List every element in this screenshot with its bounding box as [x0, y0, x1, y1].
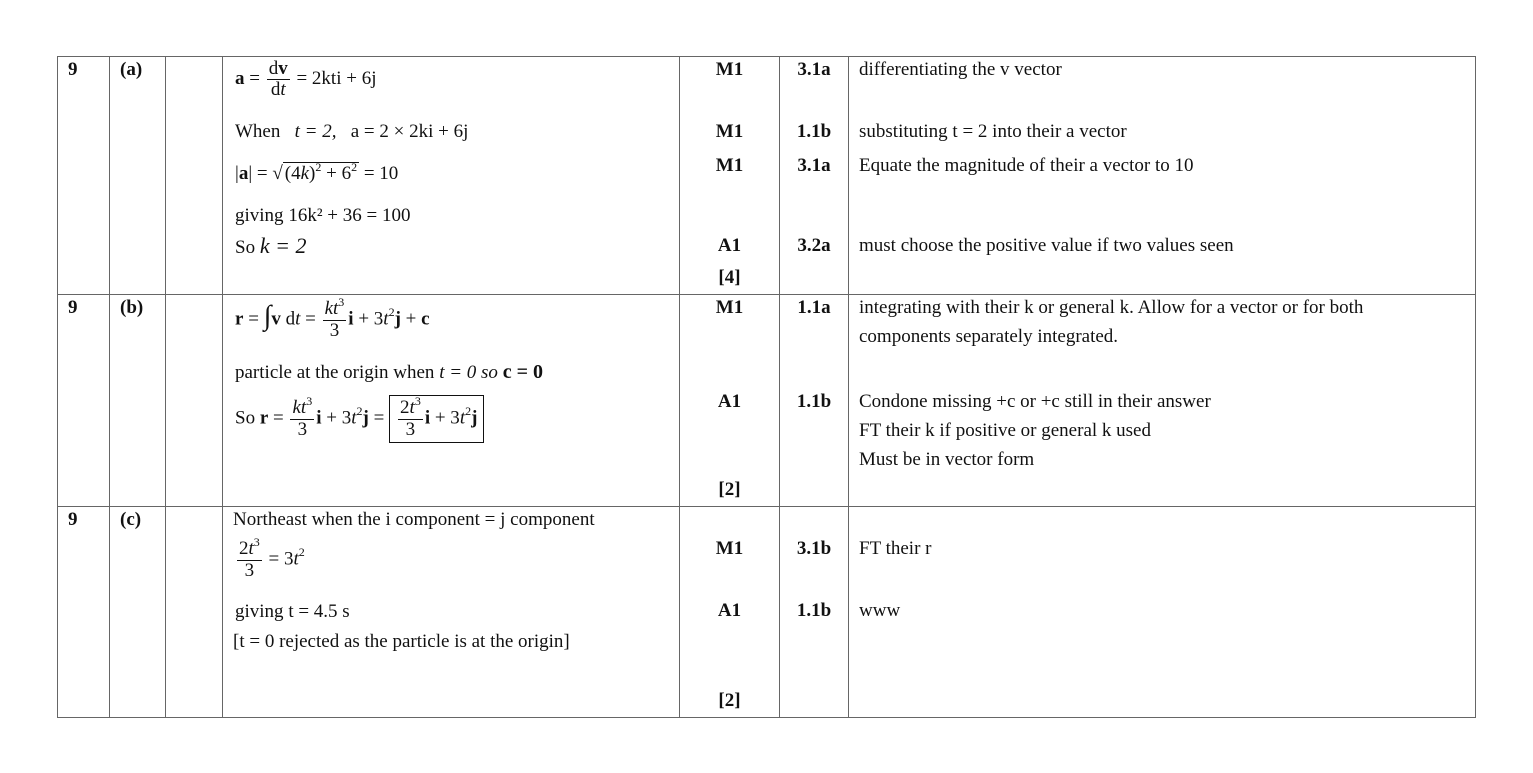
table-row: [58, 57, 1476, 295]
question-number: 9: [68, 297, 78, 318]
assessment-objective: 3.1b: [796, 538, 832, 559]
guidance-cell: [849, 295, 1476, 507]
integral-line: r = ∫v dt = $\frac{kt^3}{3}$ $i + 3t^2j + c$: [235, 295, 430, 341]
assessment-objective: 3.1a: [797, 155, 831, 176]
ao-cell: [780, 507, 849, 718]
guidance-text: Must be in vector form: [859, 449, 1035, 470]
assessment-objective: 1.1b: [796, 600, 832, 621]
question-number-cell: [58, 295, 110, 507]
quadratic-eq: 16k² + 36 = 100: [288, 205, 411, 226]
guidance-text: Equate the magnitude of their a vector to 10: [859, 155, 1194, 176]
northeast-text: Northeast when the i component = j component: [233, 509, 595, 530]
component-equation: $\frac{2t^3}{3}$ = $3t^2$: [239, 535, 305, 581]
guidance-text: must choose the positive value if two values seen: [859, 235, 1234, 256]
t-answer: t = 4.5 s: [288, 601, 350, 622]
total-marks: [2]: [718, 479, 741, 500]
question-number-cell: [58, 507, 110, 718]
giving-label: giving: [235, 601, 284, 622]
position-line: So r = $\frac{kt^3}{3}$ $i + 3t^2j$ = $\frac{2t^3}{3}$ $i + 3t^2j$: [235, 395, 484, 443]
mark: M1: [715, 59, 744, 80]
assessment-objective: 3.1a: [797, 59, 831, 80]
empty-cell: [166, 507, 223, 718]
accel-derivative: a = $\frac{dv}{dt}$ = 2kti + 6j: [235, 58, 377, 100]
guidance-cell: [849, 507, 1476, 718]
so-label: So: [235, 237, 256, 258]
t-value: t = 2,: [294, 121, 337, 142]
guidance-text: substituting t = 2 into their a vector: [859, 121, 1127, 142]
part-label: (c): [120, 509, 142, 530]
accel-result: = 2kti + 6j: [296, 67, 377, 89]
mark: M1: [715, 121, 744, 142]
so-line: [235, 235, 306, 259]
guidance-text: differentiating the v vector: [859, 59, 1062, 80]
giving-label: giving: [235, 205, 284, 226]
part-label: (b): [120, 297, 144, 318]
total-marks: [4]: [718, 267, 741, 288]
mark: M1: [715, 538, 744, 559]
guidance-text: www: [859, 600, 901, 621]
question-number: 9: [68, 59, 78, 80]
guidance-text: FT their r: [859, 538, 932, 559]
giving-line: [235, 205, 410, 227]
empty-cell: [166, 295, 223, 507]
total-marks: [2]: [718, 690, 741, 711]
assessment-objective: 1.1b: [796, 391, 832, 412]
origin-text: particle at the origin when: [235, 362, 435, 383]
assessment-objective: 1.1b: [796, 121, 832, 142]
part-cell: [110, 295, 166, 507]
part-label: (a): [120, 59, 143, 80]
t-answer-line: [235, 601, 350, 623]
assessment-objective: 3.2a: [797, 235, 831, 256]
marks-cell: [680, 57, 780, 295]
ao-cell: [780, 57, 849, 295]
when-line: [235, 121, 468, 143]
mark-scheme-table: [57, 56, 1476, 718]
ao-cell: [780, 295, 849, 507]
mark: M1: [715, 155, 744, 176]
mark: A1: [717, 235, 742, 256]
accel-sub: a = 2 × 2ki + 6j: [350, 121, 469, 142]
guidance-text: Condone missing +c or +c still in their answer: [859, 391, 1211, 412]
guidance-cell: [849, 57, 1476, 295]
so-label: So: [235, 407, 256, 429]
answer-cell: [223, 57, 680, 295]
table-row: [58, 507, 1476, 718]
question-number: 9: [68, 509, 78, 530]
mark: M1: [715, 297, 744, 318]
magnitude-rhs: = 10: [363, 163, 399, 184]
assessment-objective: 1.1a: [797, 297, 831, 318]
origin-t: t = 0 so: [439, 362, 498, 383]
guidance-text: FT their k if positive or general k used: [859, 420, 1151, 441]
when-label: When: [235, 121, 281, 142]
question-number-cell: [58, 57, 110, 295]
table-row: [58, 295, 1476, 507]
part-cell: [110, 57, 166, 295]
origin-line: [235, 361, 543, 384]
k-answer: k = 2: [259, 233, 307, 258]
marks-cell: [680, 295, 780, 507]
answer-cell: [223, 295, 680, 507]
answer-cell: [223, 507, 680, 718]
empty-cell: [166, 57, 223, 295]
part-cell: [110, 507, 166, 718]
guidance-text: components separately integrated.: [859, 326, 1119, 347]
origin-c: c = 0: [502, 361, 543, 383]
marks-cell: [680, 507, 780, 718]
magnitude-line: |a| = √ $(4k)^2 + 6^2 = 10$: [235, 160, 399, 184]
mark: A1: [717, 391, 742, 412]
mark: A1: [717, 600, 742, 621]
guidance-text: integrating with their k or general k. Allow for a vector or for both: [859, 297, 1364, 318]
rejected-note: [t = 0 rejected as the particle is at the origin]: [233, 631, 570, 652]
